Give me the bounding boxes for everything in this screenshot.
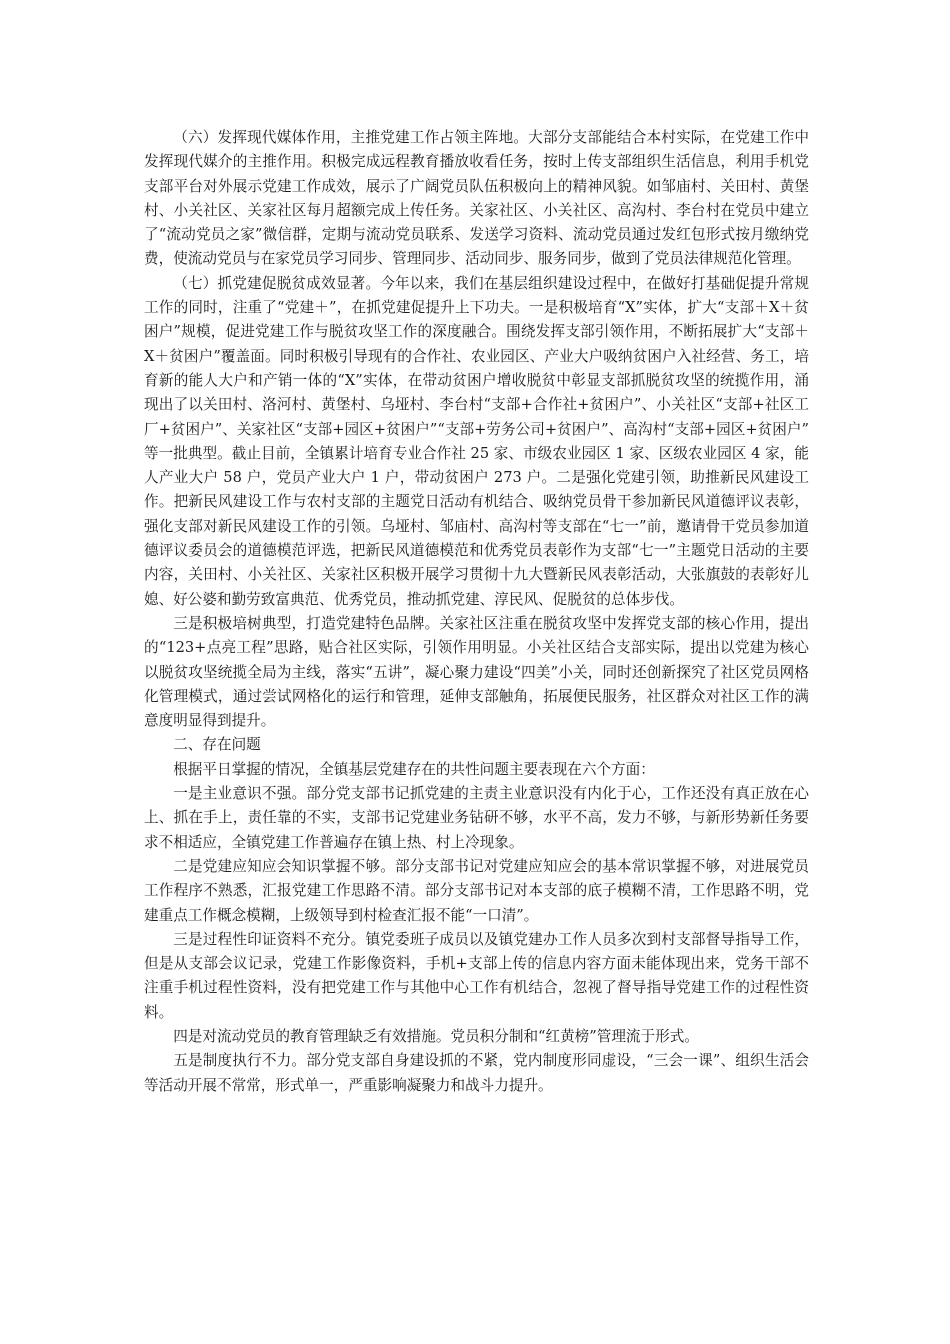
paragraph-problem-1: 一是主业意识不强。部分党支部书记抓党建的主责主业意识没有内化于心，工作还没有真正放在心上、抓在手上，责任靠的不实，支部书记党建业务钻研不够，水平不高，发力不够，与新形势新任务要求不相适应，全镇党建工作普遍存在镇上热、村上冷现象。 [144,785,809,851]
paragraph-problems-intro: 根据平日掌握的情况，全镇基层党建存在的共性问题主要表现在六个方面： [173,760,655,778]
paragraph-problem-5: 五是制度执行不力。部分党支部自身建设抓的不紧，党内制度形同虚设，“三会一课”、组织生活会等活动开展不常常，形式单一，严重影响凝聚力和战斗力提升。 [144,1052,809,1094]
paragraph-problem-2: 二是党建应知应会知识掌握不够。部分支部书记对党建应知应会的基本常识掌握不够，对进展党员工作程序不熟悉，汇报党建工作思路不清。部分支部书记对本支部的底子模糊不清，工作思路不明，党建重点工作概念模糊，上级领导到村检查汇报不能“一口清”。 [144,857,809,924]
paragraph-problem-4: 四是对流动党员的教育管理缺乏有效措施。党员积分制和“红黄榜”管理流于形式。 [173,1027,699,1045]
paragraph-problem-3: 三是过程性印证资料不充分。镇党委班子成员以及镇党建办工作人员多次到村支部督导指导工作，但是从支部会议记录，党建工作影像资料，手机+支部上传的信息内容方面未能体现出来，党务干部不注重手机过程性资料，没有把党建工作与其他中心工作有机结合，忽视了督导指导党建工作的过程性资料。 [144,930,809,1021]
paragraph-poverty-alleviation: （七）抓党建促脱贫成效显著。今年以来，我们在基层组织建设过程中，在做好打基础促提升常规工作的同时，注重了“党建＋”，在抓党建促提升上下功夫。一是积极培育“X”实体，扩大“支部＋X＋贫困户”规模，促进党建工作与脱贫攻坚工作的深度融合。围绕发挥支部引领作用，不断拓展扩大“支部＋X＋贫困户”覆盖面。同时积极引导现有的合作社、农业园区、产业大户吸纳贫困户入社经营、务工，培育新的能人大户和产销一体的“X”实体，在带动贫困户增收脱贫中彰显支部抓脱贫攻坚的统揽作用，涌现出了以关田村、洛河村、黄堡村、乌垭村、李台村“支部+合作社+贫困户”、小关社区“支部+社区工厂+贫困户”、关家社区“支部+园区+贫困户”“支部+劳务公司+贫困户”、高沟村“支部+园区+贫困户”等一批典型。截止目前，全镇累计培育专业合作社 25 家、市级农业园区 1 家、区级农业园区 4 家，能人产业大户 58 户，党员产业大户 1 户，带动贫困户 273 户。二是强化党建引领，助推新民风建设工作。把新民风建设工作与农村支部的主题党日活动有机结合、吸纳党员骨干参加新民风道德评议表彰，强化支部对新民风建设工作的引领。乌垭村、邹庙村、高沟村等支部在“七一”前，邀请骨干党员参加道德评议委员会的道德模范评选，把新民风道德模范和优秀党员表彰作为支部“七一”主题党日活动的主要内容，关田村、小关社区、关家社区积极开展学习贯彻十九大暨新民风表彰活动，大张旗鼓的表彰好儿媳、好公婆和勤劳致富典范、优秀党员，推动抓党建、淳民风、促脱贫的总体步伐。 [144,274,809,608]
paragraph-model-cultivation: 三是积极培树典型，打造党建特色品牌。关家社区注重在脱贫攻坚中发挥党支部的核心作用，提出的“123+点亮工程”思路，贴合社区实际，引领作用明显。小关社区结合支部实际，提出以党建为核心以脱贫攻坚统揽全局为主线，落实“五讲”，凝心聚力建设“四美”小关，同时还创新探究了社区党员网格化管理模式，通过尝试网格化的运行和管理，延伸支部触角，拓展便民服务，社区群众对社区工作的满意度明显得到提升。 [144,614,809,730]
paragraph-media-role: （六）发挥现代媒体作用，主推党建工作占领主阵地。大部分支部能结合本村实际，在党建工作中发挥现代媒介的主推作用。积极完成远程教育播放收看任务，按时上传支部组织生活信息，利用手机党支部平台对外展示党建工作成效，展示了广阔党员队伍积极向上的精神风貌。如邹庙村、关田村、黄堡村、小关社区、关家社区每月超额完成上传任务。关家社区、小关社区、高沟村、李台村在党员中建立了“流动党员之家”微信群，定期与流动党员联系、发送学习资料、流动党员通过发红包形式按月缴纳党费，使流动党员与在家党员学习同步、管理同步、活动同步、服务同步，做到了党员法律规范化管理。 [144,129,809,268]
document-body [144,126,809,1098]
section-heading-problems: 二、存在问题 [173,736,261,754]
